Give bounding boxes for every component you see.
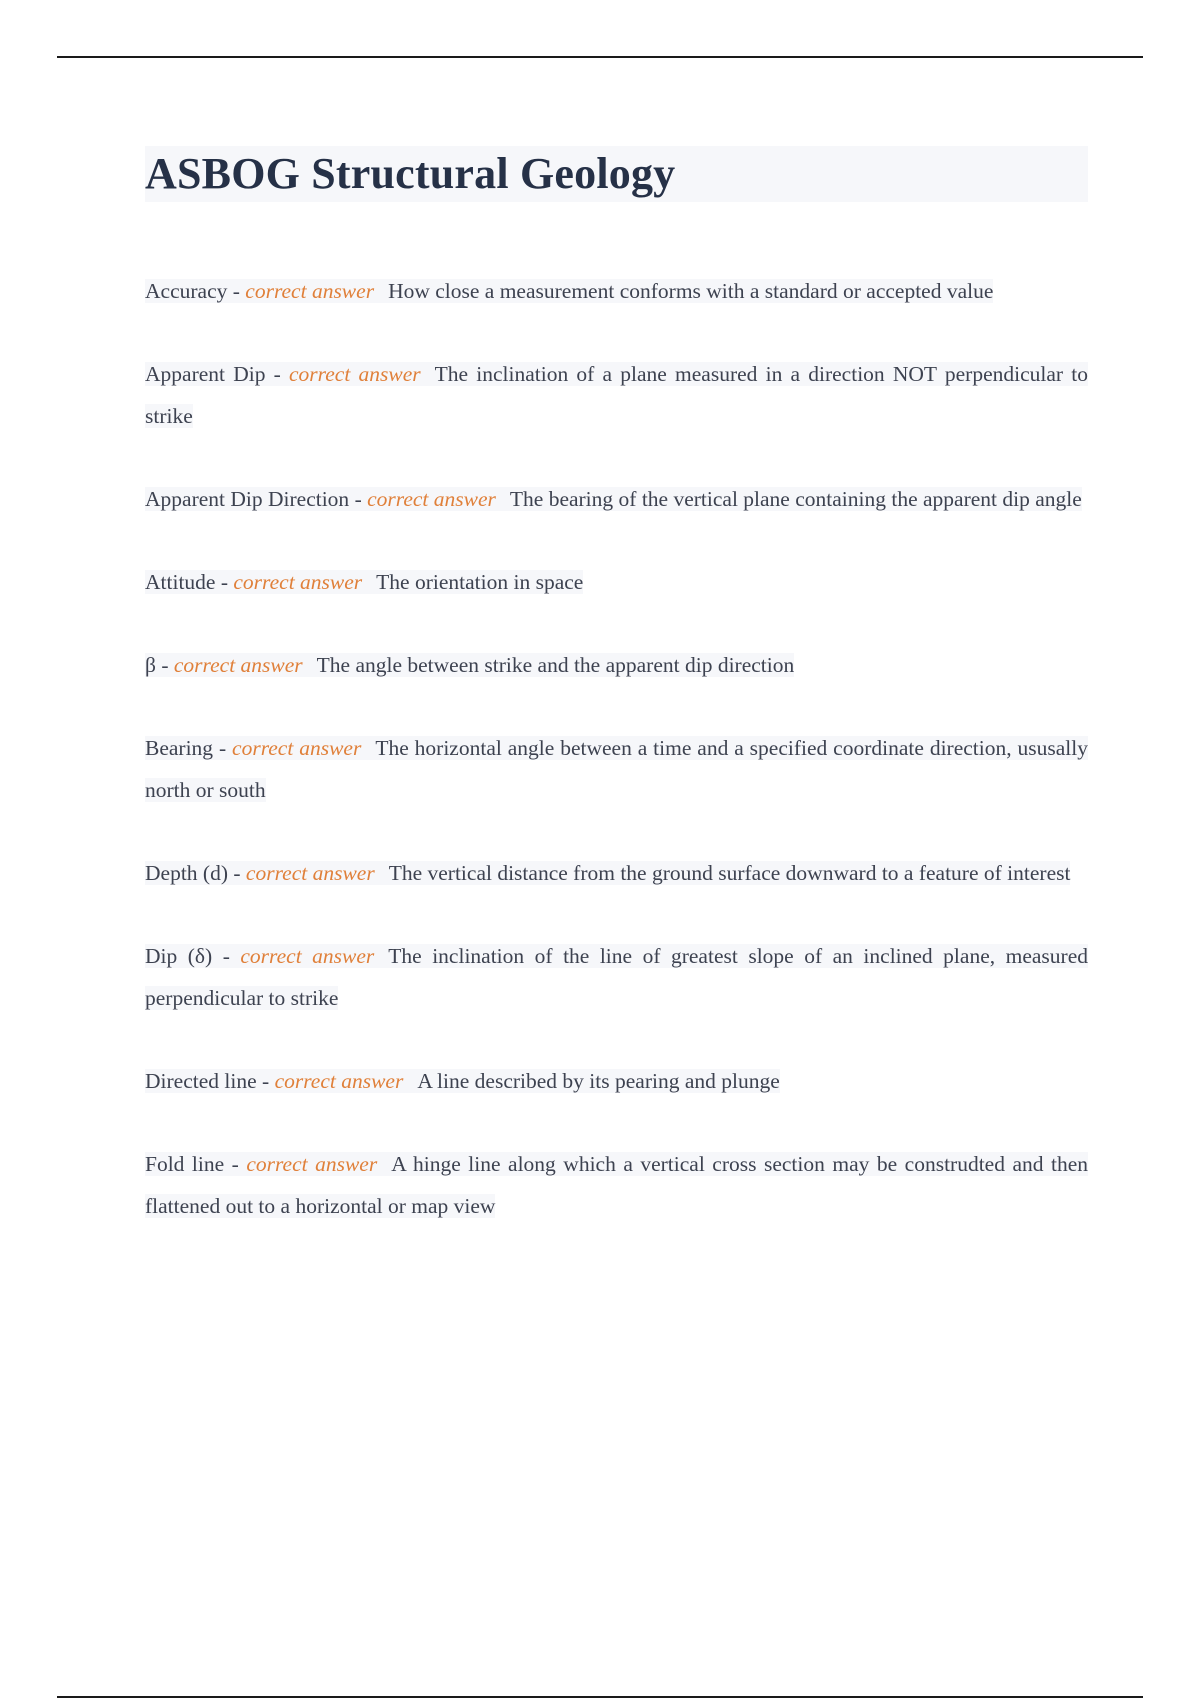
glossary-entry — [145, 1143, 1088, 1227]
entry-separator: - — [227, 279, 246, 303]
glossary-entry — [145, 1060, 1088, 1102]
entry-separator: - — [155, 653, 174, 677]
correct-answer-label: correct answer — [245, 279, 375, 303]
correct-answer-label: correct answer — [246, 1152, 378, 1176]
correct-answer-label: correct answer — [173, 653, 303, 677]
glossary-entry — [145, 727, 1088, 811]
correct-answer-label: correct answer — [240, 944, 375, 968]
glossary-entry — [145, 935, 1088, 1019]
glossary-entry — [145, 852, 1088, 894]
entry-separator: - — [256, 1069, 275, 1093]
entry-term: Apparent Dip — [145, 362, 266, 386]
entry-term: Fold line — [145, 1152, 225, 1176]
entry-term: Dip (δ) — [145, 944, 213, 968]
glossary-entry — [145, 644, 1088, 686]
entry-definition: The orientation in space — [376, 570, 584, 594]
top-rule — [57, 56, 1143, 58]
entry-term: Bearing — [145, 736, 214, 760]
entry-term: Accuracy — [145, 279, 228, 303]
entry-term: Apparent Dip Direction — [145, 487, 350, 511]
correct-answer-label: correct answer — [289, 362, 421, 386]
entry-separator: - — [349, 487, 368, 511]
glossary-list — [145, 270, 1088, 1227]
entry-separator: - — [213, 736, 233, 760]
entry-definition: The vertical distance from the ground surface downward to a feature of interest — [388, 861, 1071, 885]
bottom-rule — [57, 1696, 1143, 1698]
entry-term: Directed line — [145, 1069, 257, 1093]
correct-answer-label: correct answer — [367, 487, 496, 511]
entry-definition: The inclination of a plane measured in a direction NOT perpendicular to strike — [145, 362, 1088, 428]
entry-definition: The inclination of the line of greatest slope of an inclined plane, measured perpendicular to strike — [145, 944, 1088, 1010]
entry-definition: A line described by its pearing and plunge — [417, 1069, 780, 1093]
entry-definition: A hinge line along which a vertical cross section may be construdted and then flattened out to a horizontal or map view — [145, 1152, 1089, 1218]
glossary-entry — [145, 353, 1088, 437]
document-title: ASBOG Structural Geology — [145, 146, 1088, 202]
correct-answer-label: correct answer — [245, 861, 375, 885]
entry-separator: - — [215, 570, 234, 594]
correct-answer-label: correct answer — [274, 1069, 404, 1093]
entry-separator: - — [224, 1152, 247, 1176]
correct-answer-label: correct answer — [232, 736, 362, 760]
glossary-entry — [145, 270, 1088, 312]
entry-term: β — [145, 653, 156, 677]
correct-answer-label: correct answer — [233, 570, 363, 594]
glossary-entry — [145, 478, 1088, 520]
entry-definition: How close a measurement conforms with a standard or accepted value — [388, 279, 994, 303]
entry-term: Attitude — [145, 570, 216, 594]
entry-separator: - — [212, 944, 241, 968]
entry-definition: The angle between strike and the apparent dip direction — [316, 653, 795, 677]
entry-term: Depth (d) — [145, 861, 228, 885]
entry-separator: - — [228, 861, 246, 885]
glossary-entry — [145, 561, 1088, 603]
entry-definition: The bearing of the vertical plane containing the apparent dip angle — [509, 487, 1082, 511]
document-page — [145, 146, 1088, 1268]
entry-separator: - — [265, 362, 290, 386]
entry-definition: The horizontal angle between a time and a specified coordinate direction, ususally north or south — [145, 736, 1088, 802]
